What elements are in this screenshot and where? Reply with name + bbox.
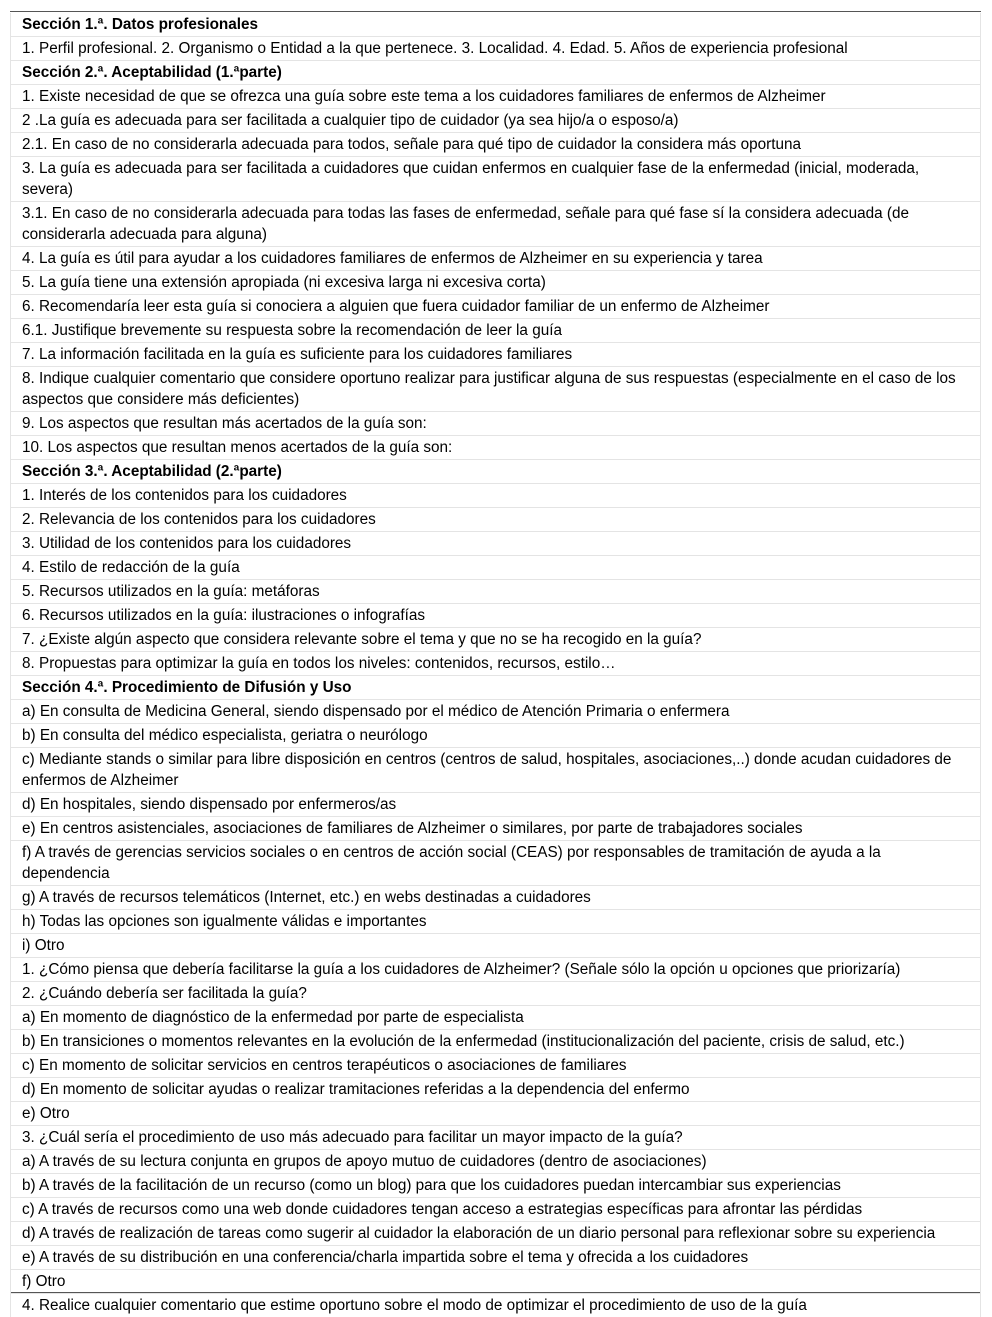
table-row: 3. La guía es adecuada para ser facilitada a cuidadores que cuidan enfermos en cualquier fase de la enfermedad (inicial, moderada, severa) bbox=[10, 157, 981, 202]
table-row: c) Mediante stands o similar para libre disposición en centros (centros de salud, hospitales, asociaciones,..) donde acudan cuidadores de enfermos de Alzheimer bbox=[10, 748, 981, 793]
table-row: 1. Perfil profesional. 2. Organismo o Entidad a la que pertenece. 3. Localidad. 4. Edad. 5. Años de experiencia profesional bbox=[10, 37, 981, 61]
table-row: c) A través de recursos como una web donde cuidadores tengan acceso a estrategias específicas para afrontar las pérdidas bbox=[10, 1198, 981, 1222]
table-row: f) A través de gerencias servicios sociales o en centros de acción social (CEAS) por responsables de tramitación de ayuda a la dependencia bbox=[10, 841, 981, 886]
table-row: 6. Recomendaría leer esta guía si conociera a alguien que fuera cuidador familiar de un enfermo de Alzheimer bbox=[10, 295, 981, 319]
table-row: 6. Recursos utilizados en la guía: ilustraciones o infografías bbox=[10, 604, 981, 628]
table-row: d) En momento de solicitar ayudas o realizar tramitaciones referidas a la dependencia del enfermo bbox=[10, 1078, 981, 1102]
table-row: 2. Relevancia de los contenidos para los cuidadores bbox=[10, 508, 981, 532]
table-row: 8. Propuestas para optimizar la guía en todos los niveles: contenidos, recursos, estilo… bbox=[10, 652, 981, 676]
table-row: 3. ¿Cuál sería el procedimiento de uso más adecuado para facilitar un mayor impacto de la guía? bbox=[10, 1126, 981, 1150]
table-row: 5. Recursos utilizados en la guía: metáforas bbox=[10, 580, 981, 604]
questionnaire-table bbox=[10, 11, 981, 1314]
section-heading: Sección 4.ª. Procedimiento de Difusión y Uso bbox=[10, 676, 981, 700]
table-row: a) En momento de diagnóstico de la enfermedad por parte de especialista bbox=[10, 1006, 981, 1030]
table-row: 3.1. En caso de no considerarla adecuada para todas las fases de enfermedad, señale para qué fase sí la considera adecuada (de considerarla adecuada para alguna) bbox=[10, 202, 981, 247]
table-row: e) En centros asistenciales, asociaciones de familiares de Alzheimer o similares, por parte de trabajadores sociales bbox=[10, 817, 981, 841]
table-row: e) Otro bbox=[10, 1102, 981, 1126]
table-row: c) En momento de solicitar servicios en centros terapéuticos o asociaciones de familiares bbox=[10, 1054, 981, 1078]
table-row: i) Otro bbox=[10, 934, 981, 958]
table-row: 2.1. En caso de no considerarla adecuada para todos, señale para qué tipo de cuidador la considera más oportuna bbox=[10, 133, 981, 157]
table-row: b) En transiciones o momentos relevantes en la evolución de la enfermedad (institucionalización del paciente, crisis de salud, etc.) bbox=[10, 1030, 981, 1054]
table-row: 8. Indique cualquier comentario que considere oportuno realizar para justificar alguna de sus respuestas (especialmente en el caso de los aspectos que considere más deficientes) bbox=[10, 367, 981, 412]
table-row: 6.1. Justifique brevemente su respuesta sobre la recomendación de leer la guía bbox=[10, 319, 981, 343]
table-row: f) Otro bbox=[10, 1270, 981, 1294]
table-row: d) A través de realización de tareas como sugerir al cuidador la elaboración de un diario personal para reflexionar sobre su experiencia bbox=[10, 1222, 981, 1246]
table-row: 2. ¿Cuándo debería ser facilitada la guía? bbox=[10, 982, 981, 1006]
table-row: d) En hospitales, siendo dispensado por enfermeros/as bbox=[10, 793, 981, 817]
table-row: 4. Estilo de redacción de la guía bbox=[10, 556, 981, 580]
table-row: 2 .La guía es adecuada para ser facilitada a cualquier tipo de cuidador (ya sea hijo/a o esposo/a) bbox=[10, 109, 981, 133]
table-row: e) A través de su distribución en una conferencia/charla impartida sobre el tema y ofrecida a los cuidadores bbox=[10, 1246, 981, 1270]
section-heading: Sección 1.ª. Datos profesionales bbox=[10, 13, 981, 37]
table-row: 1. ¿Cómo piensa que debería facilitarse la guía a los cuidadores de Alzheimer? (Señale sólo la opción u opciones que priorizaría) bbox=[10, 958, 981, 982]
table-row: 5. La guía tiene una extensión apropiada (ni excesiva larga ni excesiva corta) bbox=[10, 271, 981, 295]
table-row: 1. Existe necesidad de que se ofrezca una guía sobre este tema a los cuidadores familiares de enfermos de Alzheimer bbox=[10, 85, 981, 109]
table-row: 7. ¿Existe algún aspecto que considera relevante sobre el tema y que no se ha recogido en la guía? bbox=[10, 628, 981, 652]
section-heading: Sección 3.ª. Aceptabilidad (2.ªparte) bbox=[10, 460, 981, 484]
section-heading: Sección 2.ª. Aceptabilidad (1.ªparte) bbox=[10, 61, 981, 85]
table-row: 3. Utilidad de los contenidos para los cuidadores bbox=[10, 532, 981, 556]
table-row: g) A través de recursos telemáticos (Internet, etc.) en webs destinadas a cuidadores bbox=[10, 886, 981, 910]
table-row: a) En consulta de Medicina General, siendo dispensado por el médico de Atención Primaria o enfermera bbox=[10, 700, 981, 724]
table-row: 1. Interés de los contenidos para los cuidadores bbox=[10, 484, 981, 508]
table-row: h) Todas las opciones son igualmente válidas e importantes bbox=[10, 910, 981, 934]
table-row: 9. Los aspectos que resultan más acertados de la guía son: bbox=[10, 412, 981, 436]
table-row: 10. Los aspectos que resultan menos acertados de la guía son: bbox=[10, 436, 981, 460]
table-row: 7. La información facilitada en la guía es suficiente para los cuidadores familiares bbox=[10, 343, 981, 367]
table-row: b) En consulta del médico especialista, geriatra o neurólogo bbox=[10, 724, 981, 748]
table-row: a) A través de su lectura conjunta en grupos de apoyo mutuo de cuidadores (dentro de asociaciones) bbox=[10, 1150, 981, 1174]
table-row: 4. Realice cualquier comentario que estime oportuno sobre el modo de optimizar el procedimiento de uso de la guía bbox=[10, 1294, 981, 1317]
table-row: b) A través de la facilitación de un recurso (como un blog) para que los cuidadores puedan intercambiar sus experiencias bbox=[10, 1174, 981, 1198]
table-row: 4. La guía es útil para ayudar a los cuidadores familiares de enfermos de Alzheimer en su experiencia y tarea bbox=[10, 247, 981, 271]
